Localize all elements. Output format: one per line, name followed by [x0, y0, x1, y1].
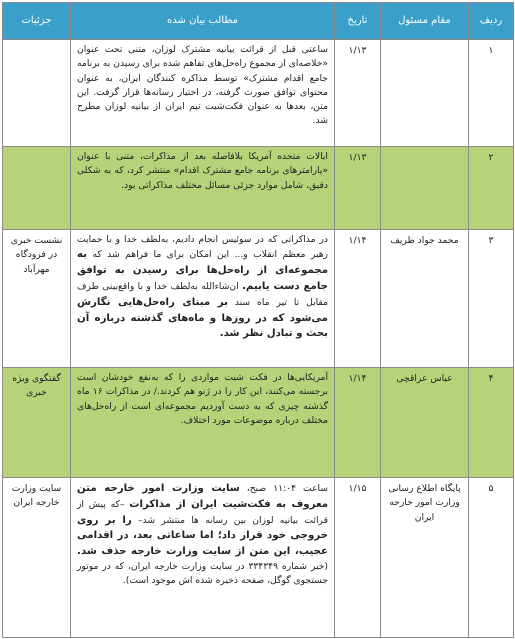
- header-row-number: ردیف: [469, 3, 514, 40]
- date-cell: ۱/۱۴: [335, 230, 381, 368]
- header-official: مقام مسئول: [381, 3, 469, 40]
- emphasized-text: سایت وزارت امور خارجه متن معروف به فکت‌شیت ایران از مذاکرات: [77, 483, 329, 510]
- header-details: جزئیات: [3, 3, 71, 40]
- official-cell: پایگاه اطلاع رسانی وزارت امور خارجه ایران: [381, 478, 469, 638]
- statement-text: (خبر شماره ۳۳۴۳۴۹ در سایت وزارت خارجه ایران، که در موتور جستجوی گوگل، صفحه ذخیره شده اش موجود است).: [77, 561, 328, 587]
- date-cell: ۱/۱۳: [335, 40, 381, 147]
- statement-cell: [71, 147, 335, 230]
- statement-cell: [71, 40, 335, 147]
- statements-table-container: [2, 2, 513, 637]
- date-cell: ۱/۱۵: [335, 478, 381, 638]
- row-number: ۴: [469, 368, 514, 478]
- statement-text: ان‌شاءالله به‌لطف خدا و با واقع‌بینی طرف مقابل تا تیر ماه سند: [77, 280, 328, 308]
- details-cell: نشست خبری در فرودگاه مهرآباد: [3, 230, 71, 368]
- row-number: ۱: [469, 40, 514, 147]
- emphasized-text: به مجموعه‌ای از راه‌حل‌ها برای رسیدن به توافق جامع دست یابیم.: [77, 249, 328, 292]
- statement-cell: [71, 368, 335, 478]
- statement-text: ساعتی قبل از قرائت بیانیه مشترک لوزان، متنی تحت عنوان «خلاصه‌ای از مجموع راه‌حل‌های تفاهم شده برای رسیدن به برنامه جامع اقدام مشترک» توسط مذاکره کنندگان ایران، به عنوان محتوای توافق صورت گرفته، در اختیار رسانه‌ها قرار گرفت. این متن، بعدها به عنوان فکت‌شیت تیم ایران از بیانیه لوزان مطرح شد.: [77, 44, 328, 127]
- date-cell: ۱/۱۳: [335, 147, 381, 230]
- table-header-row: [3, 3, 514, 40]
- details-cell: [3, 147, 71, 230]
- row-number: ۳: [469, 230, 514, 368]
- date-cell: ۱/۱۴: [335, 368, 381, 478]
- statement-text: ساعت ۱۱:۰۴ صبح،: [239, 483, 329, 494]
- emphasized-text: را بر روی خروجی خود قرار داد؛ اما ساعاتی بعد، در اقدامی عجیب، این متن از سایت وزارت خارجه حذف شد.: [77, 514, 328, 558]
- table-row: [3, 147, 514, 230]
- official-cell: عباس عراقچی: [381, 368, 469, 478]
- details-cell: گفتگوی ویژه خبری: [3, 368, 71, 478]
- table-row: [3, 368, 514, 478]
- statement-text: ایالات متحده آمریکا بلافاصله بعد از مذاکرات، متنی با عنوان «پارامترهای برنامه جامع مشترک اقدام» منتشر کرد، که به شکلی دقیق، شامل موارد جزئی مسائل مختلف مذاکراتی بود.: [77, 151, 328, 191]
- statement-text: آمریکایی‌ها در فکت شیت مواردی را که به‌نفع خودشان است برجسته می‌کنند، این کار را در ژنو هم کردند./ در مذاکرات ۱۶ ماه گذشته چیزی که به دست آوردیم مجموعه‌ای است از راه‌حل‌های مختلف درباره موضوعات مورد اختلاف.: [77, 372, 328, 426]
- header-date: تاریخ: [335, 3, 381, 40]
- emphasized-text: بر مبنای راه‌حل‌هایی نگارش می‌شود که در روزها و ماه‌های گذشته درباره آن بحث و تبادل نظر شد.: [77, 296, 328, 340]
- official-cell: [381, 40, 469, 147]
- row-number: ۵: [469, 478, 514, 638]
- statements-table: [2, 2, 514, 638]
- statement-text: در مذاکراتی که در سوئیس انجام دادیم، به‌لطف خدا و با حمایت رهبر معظم انقلاب و... این امکان برای ما فراهم شد که: [77, 234, 328, 261]
- details-cell: سایت وزارت خارجه ایران: [3, 478, 71, 638]
- statement-cell: [71, 478, 335, 638]
- table-row: [3, 230, 514, 368]
- row-number: ۲: [469, 147, 514, 230]
- header-statements: مطالب بیان شده: [71, 3, 335, 40]
- statement-text: –که پیش از قرائت بیانیه لوزان بین رسانه ها منتشر شد–: [77, 498, 328, 526]
- table-row: [3, 40, 514, 147]
- statement-cell: [71, 230, 335, 368]
- table-row: [3, 478, 514, 638]
- details-cell: [3, 40, 71, 147]
- official-cell: محمد جواد ظریف: [381, 230, 469, 368]
- official-cell: [381, 147, 469, 230]
